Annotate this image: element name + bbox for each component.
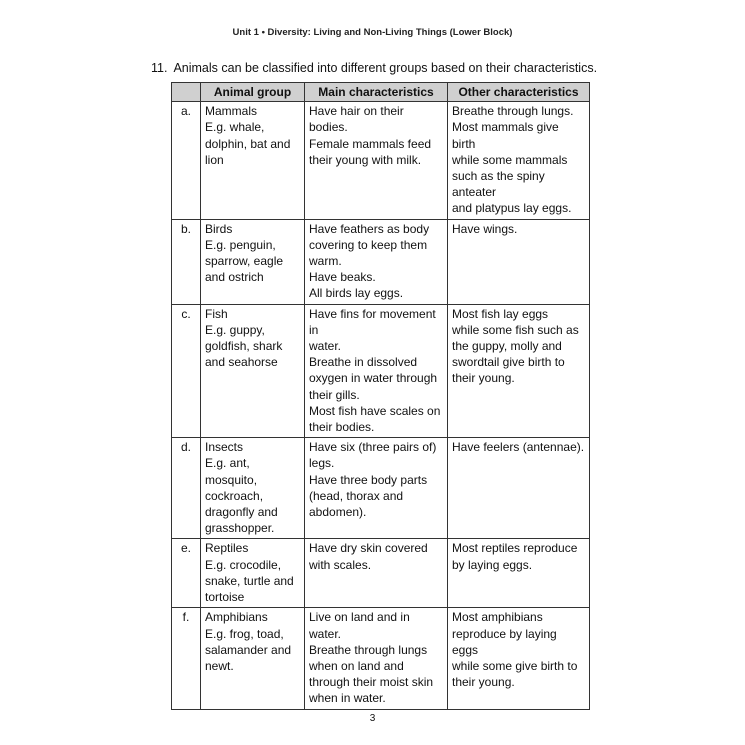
- cell-line: tortoise: [205, 590, 245, 605]
- page-number: 3: [369, 713, 376, 724]
- cell-line: such as the spiny anteater: [452, 169, 545, 200]
- cell-line: Live on land and in water.: [309, 610, 410, 641]
- main-characteristics-cell: [305, 539, 448, 608]
- cell-line: and seahorse: [205, 355, 278, 370]
- cell-line: their young.: [452, 371, 515, 386]
- main-characteristics-cell: [305, 219, 448, 304]
- cell-line: reproduce by laying eggs: [452, 626, 557, 657]
- cell-line: newt.: [205, 658, 234, 673]
- cell-line: with scales.: [309, 557, 372, 572]
- header-other-characteristics: Other characteristics: [448, 83, 590, 102]
- animal-group-cell: [201, 304, 305, 438]
- cell-line: Most amphibians: [452, 610, 543, 625]
- cell-line: warm.: [309, 254, 342, 269]
- cell-line: while some give birth to: [452, 658, 578, 673]
- cell-line: (head, thorax and: [309, 488, 404, 503]
- cell-line: E.g. ant, mosquito,: [205, 456, 258, 487]
- animal-group-cell: [201, 608, 305, 709]
- cell-line: Have beaks.: [309, 270, 376, 285]
- cell-line: Have six (three pairs of): [309, 440, 437, 455]
- cell-line: Insects: [205, 440, 244, 455]
- header-letter: [172, 83, 201, 102]
- cell-line: Female mammals feed: [309, 136, 432, 151]
- cell-line: Have fins for movement in: [309, 306, 436, 337]
- header-main-characteristics: Main characteristics: [305, 83, 448, 102]
- main-characteristics-cell: [305, 438, 448, 539]
- animal-group-cell: [201, 219, 305, 304]
- row-letter: d.: [172, 438, 201, 539]
- cell-line: swordtail give birth to: [452, 355, 565, 370]
- other-characteristics-cell: [448, 608, 590, 709]
- cell-line: Breathe through lungs: [309, 642, 428, 657]
- cell-line: Breathe through lungs.: [452, 104, 574, 119]
- row-letter: f.: [172, 608, 201, 709]
- animal-group-cell: [201, 539, 305, 608]
- cell-line: Most reptiles reproduce: [452, 541, 578, 556]
- cell-line: salamander and: [205, 642, 292, 657]
- cell-line: lion: [205, 152, 224, 167]
- cell-line: covering to keep them: [309, 237, 428, 252]
- page-header: Unit 1 • Diversity: Living and Non-Living Things (Lower Block): [232, 27, 513, 38]
- other-characteristics-cell: [448, 539, 590, 608]
- animal-group-cell: [201, 438, 305, 539]
- table-row: [172, 539, 590, 608]
- row-letter: e.: [172, 539, 201, 608]
- cell-line: dragonfly and: [205, 505, 278, 520]
- cell-line: Breathe in dissolved: [309, 355, 418, 370]
- other-characteristics-cell: [448, 438, 590, 539]
- cell-line: when on land and: [309, 658, 404, 673]
- question-text: Animals can be classified into different groups based on their characteristics.: [173, 61, 598, 75]
- cell-line: the guppy, molly and: [452, 339, 562, 354]
- cell-line: dolphin, bat and: [205, 136, 291, 151]
- main-characteristics-cell: [305, 102, 448, 219]
- cell-line: their bodies.: [309, 420, 375, 435]
- cell-line: E.g. crocodile,: [205, 557, 282, 572]
- cell-line: Have three body parts: [309, 472, 428, 487]
- cell-line: Reptiles: [205, 541, 249, 556]
- main-characteristics-cell: [305, 304, 448, 438]
- cell-line: Have dry skin covered: [309, 541, 428, 556]
- cell-line: Most mammals give birth: [452, 120, 559, 151]
- table-row: [172, 608, 590, 709]
- table-body: [172, 102, 590, 709]
- cell-line: while some fish such as: [452, 322, 579, 337]
- cell-line: E.g. whale,: [205, 120, 265, 135]
- question-number: 11.: [151, 61, 168, 75]
- other-characteristics-cell: [448, 102, 590, 219]
- table-row: [172, 438, 590, 539]
- cell-line: abdomen).: [309, 505, 367, 520]
- table-header-row: [172, 83, 590, 102]
- cell-line: by laying eggs.: [452, 557, 533, 572]
- cell-line: cockroach,: [205, 488, 264, 503]
- cell-line: and ostrich: [205, 270, 264, 285]
- animal-classification-table: [171, 82, 590, 710]
- cell-line: their young with milk.: [309, 152, 422, 167]
- cell-line: Most fish lay eggs: [452, 306, 549, 321]
- main-characteristics-cell: [305, 608, 448, 709]
- cell-line: Have hair on their bodies.: [309, 104, 404, 135]
- cell-line: Birds: [205, 221, 233, 236]
- cell-line: while some mammals: [452, 152, 568, 167]
- cell-line: through their moist skin: [309, 675, 434, 690]
- cell-line: water.: [309, 339, 342, 354]
- cell-line: E.g. guppy,: [205, 322, 265, 337]
- cell-line: E.g. frog, toad,: [205, 626, 284, 641]
- cell-line: goldfish, shark: [205, 339, 283, 354]
- table-row: [172, 304, 590, 438]
- cell-line: Have feelers (antennae).: [452, 440, 585, 455]
- cell-line: legs.: [309, 456, 335, 471]
- other-characteristics-cell: [448, 219, 590, 304]
- animal-group-cell: [201, 102, 305, 219]
- cell-line: their gills.: [309, 387, 360, 402]
- cell-line: oxygen in water through: [309, 371, 438, 386]
- other-characteristics-cell: [448, 304, 590, 438]
- row-letter: b.: [172, 219, 201, 304]
- cell-line: their young.: [452, 675, 515, 690]
- cell-line: Have feathers as body: [309, 221, 430, 236]
- table-row: [172, 102, 590, 219]
- cell-line: Most fish have scales on: [309, 403, 441, 418]
- row-letter: a.: [172, 102, 201, 219]
- cell-line: All birds lay eggs.: [309, 286, 404, 301]
- header-animal-group: Animal group: [201, 83, 305, 102]
- cell-line: Mammals: [205, 104, 258, 119]
- cell-line: when in water.: [309, 691, 386, 706]
- question-11: [151, 61, 597, 75]
- cell-line: Fish: [205, 306, 228, 321]
- cell-line: and platypus lay eggs.: [452, 201, 572, 216]
- cell-line: snake, turtle and: [205, 573, 294, 588]
- cell-line: grasshopper.: [205, 521, 275, 536]
- cell-line: E.g. penguin,: [205, 237, 276, 252]
- cell-line: sparrow, eagle: [205, 254, 284, 269]
- cell-line: Amphibians: [205, 610, 268, 625]
- row-letter: c.: [172, 304, 201, 438]
- cell-line: Have wings.: [452, 221, 518, 236]
- table-row: [172, 219, 590, 304]
